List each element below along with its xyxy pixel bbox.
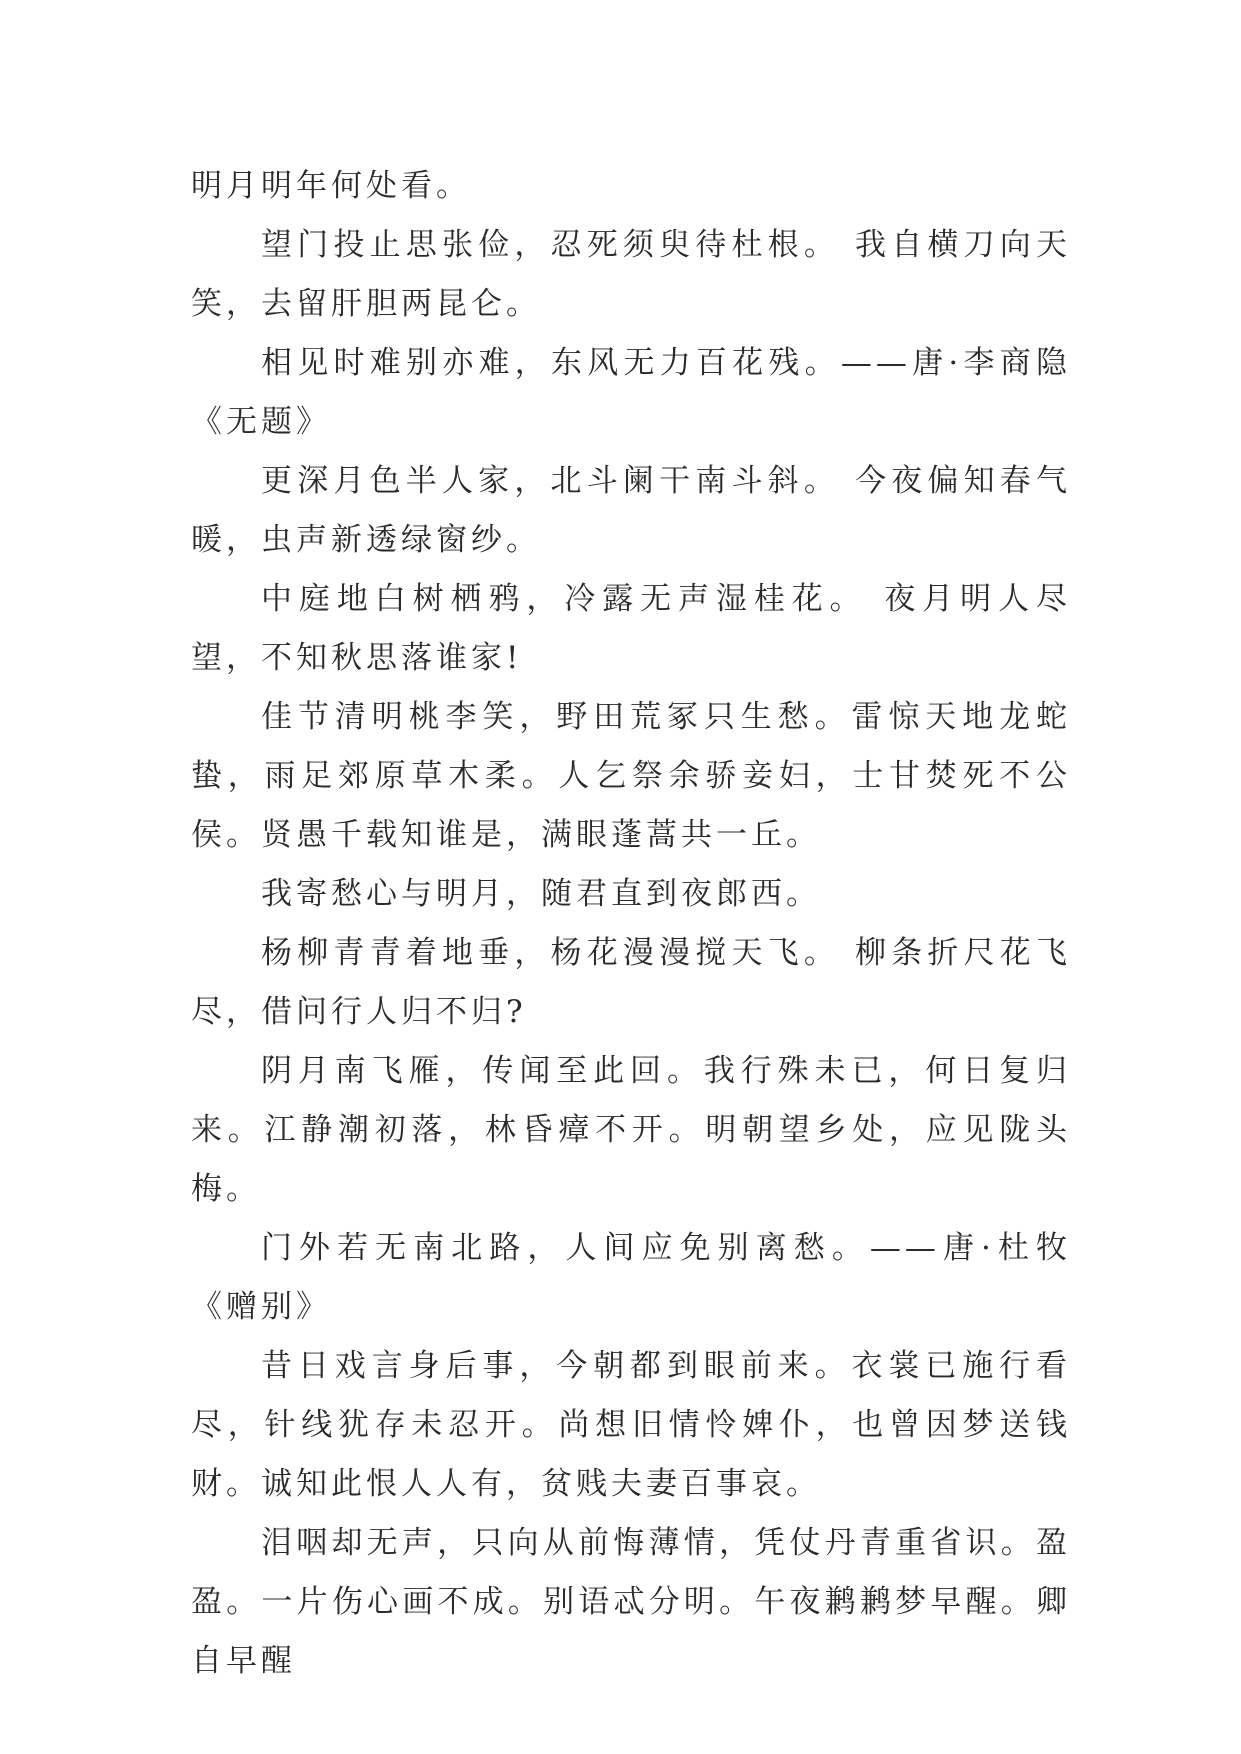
paragraph: 杨柳青青着地垂，杨花漫漫搅天飞。 柳条折尺花飞尽，借问行人归不归?	[191, 935, 1071, 1030]
paragraph: 我寄愁心与明月，随君直到夜郎西。	[261, 876, 821, 912]
paragraph: 佳节清明桃李笑，野田荒冢只生愁。雷惊天地龙蛇蛰，雨足郊原草木柔。人乞祭余骄妾妇，士甘焚死不公侯。贤愚千载知谁是，满眼蓬蒿共一丘。	[191, 699, 1071, 853]
paragraph: 门外若无南北路，人间应免别离愁。——唐·杜牧《赠别》	[191, 1230, 1071, 1325]
paragraph: 望门投止思张俭，忍死须臾待杜根。 我自横刀向天笑，去留肝胆两昆仑。	[191, 227, 1071, 322]
paragraph: 更深月色半人家，北斗阑干南斗斜。 今夜偏知春气暖，虫声新透绿窗纱。	[191, 463, 1071, 558]
document-body	[191, 157, 1071, 1691]
paragraph: 泪咽却无声，只向从前悔薄情，凭仗丹青重省识。盈盈。一片伤心画不成。别语忒分明。午夜鹣鹣梦早醒。卿自早醒	[191, 1525, 1071, 1679]
paragraph: 相见时难别亦难，东风无力百花残。——唐·李商隐《无题》	[191, 345, 1071, 440]
paragraph: 阴月南飞雁，传闻至此回。我行殊未已，何日复归来。江静潮初落，林昏瘴不开。明朝望乡处，应见陇头梅。	[191, 1053, 1071, 1207]
paragraph: 明月明年何处看。	[191, 168, 471, 204]
paragraph: 中庭地白树栖鸦，冷露无声湿桂花。 夜月明人尽望，不知秋思落谁家!	[191, 581, 1071, 676]
paragraph: 昔日戏言身后事，今朝都到眼前来。衣裳已施行看尽，针线犹存未忍开。尚想旧情怜婢仆，也曾因梦送钱财。诚知此恨人人有，贫贱夫妻百事哀。	[191, 1348, 1071, 1502]
